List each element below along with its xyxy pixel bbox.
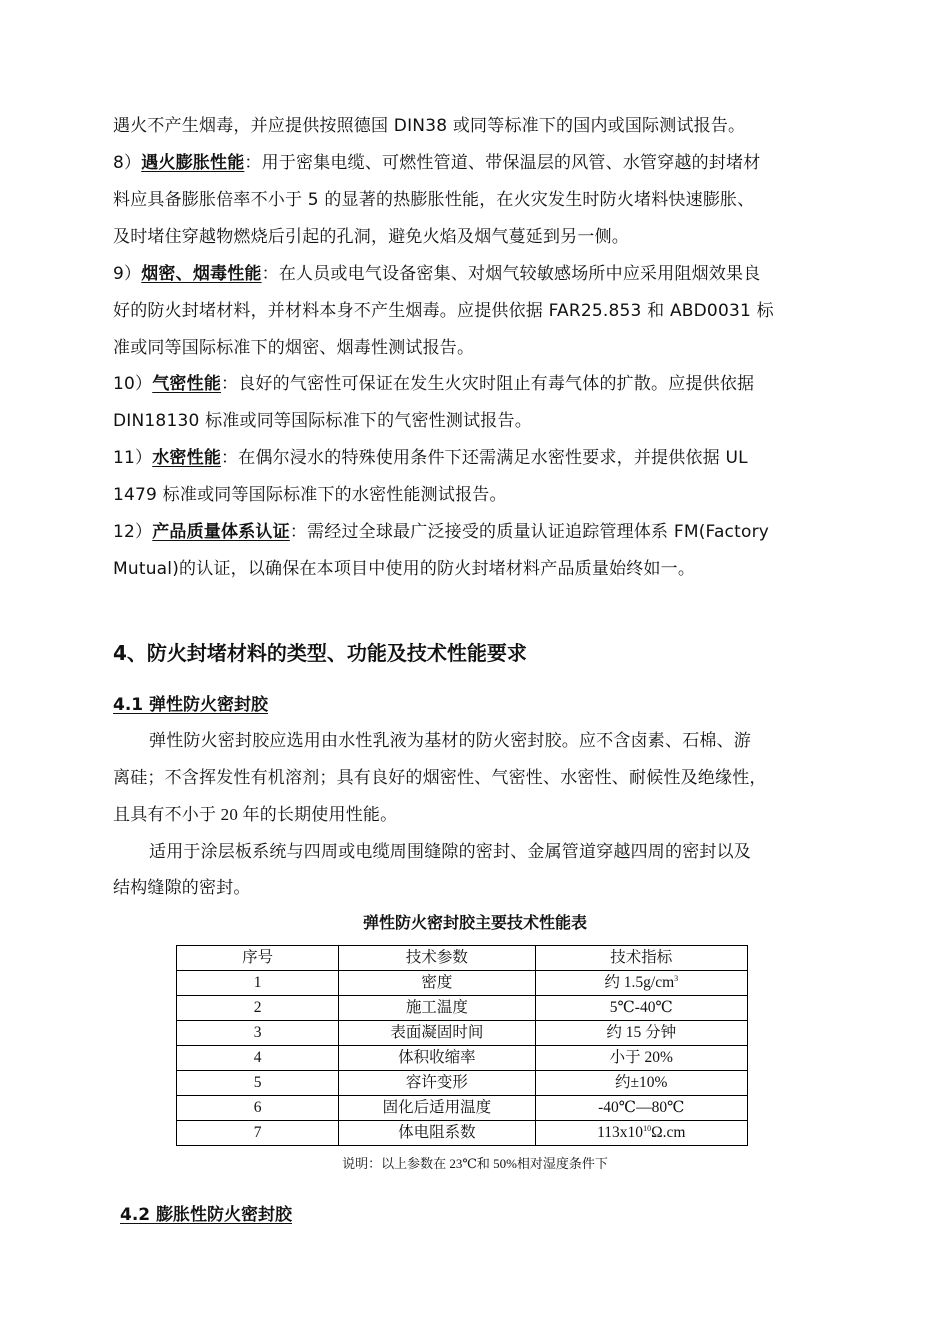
cell-value: 约 1.5g/cm [604,974,675,991]
item-number: 9） [113,264,142,284]
table-cell: 3 [177,1021,339,1046]
paragraph-line: 结构缝隙的密封。 [113,878,251,897]
item-12-line [113,519,843,545]
table-cell: 体积收缩率 [339,1046,535,1071]
table-cell: 密度 [339,971,535,996]
item-9-line [113,261,843,287]
item-10-line [113,371,843,397]
table-cell: 固化后适用温度 [339,1096,535,1121]
text-line: DIN18130 标准或同等国际标准下的气密性测试报告。 [113,411,532,431]
item-term: 遇火膨胀性能 [141,153,245,173]
table-row [177,1046,748,1071]
table-header-row [177,946,748,971]
text-line: 料应具备膨胀倍率不小于 5 的显著的热膨胀性能，在火灾发生时防火堵料快速膨胀、 [113,190,755,210]
item-text: ：需经过全球最广泛接受的质量认证追踪管理体系 FM(Factory [289,522,770,542]
subsection-heading-4-1: 4.1 弹性防火密封胶 [113,695,269,715]
text-line: 遇火不产生烟毒，并应提供按照德国 DIN38 或同等标准下的国内或国际测试报告。 [113,116,746,136]
table-row [177,1121,748,1146]
table-cell: 5℃-40℃ [535,996,747,1021]
cell-unit: Ω.cm [651,1124,686,1141]
paragraph-line: 且具有不小于 20 年的长期使用性能。 [113,805,398,824]
paragraph-line: 弹性防火密封胶应选用由水性乳液为基材的防火密封胶。应不含卤素、石棉、游 [149,731,751,750]
item-number: 8） [113,153,142,173]
table-cell: 体电阻系数 [339,1121,535,1146]
paragraph-line: 离硅；不含挥发性有机溶剂；具有良好的烟密性、气密性、水密性、耐候性及绝缘性， [113,768,767,787]
table-row [177,1096,748,1121]
item-8-line [113,150,843,176]
item-text: ：良好的气密性可保证在发生火灾时阻止有毒气体的扩散。应提供依据 [221,374,755,394]
text-line: 准或同等国际标准下的烟密、烟毒性测试报告。 [113,338,475,358]
item-number: 11） [113,448,153,468]
table-cell: 2 [177,996,339,1021]
item-term: 产品质量体系认证 [152,522,290,542]
item-text: ：在偶尔浸水的特殊使用条件下还需满足水密性要求，并提供依据 UL [221,448,748,468]
table-cell: 1 [177,971,339,996]
text-line: 1479 标准或同等国际标准下的水密性能测试报告。 [113,485,507,505]
table-cell: 4 [177,1046,339,1071]
item-number: 12） [113,522,153,542]
spec-table [176,945,748,1146]
item-text: ：用于密集电缆、可燃性管道、带保温层的风管、水管穿越的封堵材 [244,153,761,173]
table-cell: 约 15 分钟 [535,1021,747,1046]
subsection-heading-4-2: 4.2 膨胀性防火密封胶 [120,1205,293,1225]
text-line: 好的防火封堵材料，并材料本身不产生烟毒。应提供依据 FAR25.853 和 ABD0031 标 [113,301,774,321]
table-cell: 5 [177,1071,339,1096]
table-cell: 小于 20% [535,1046,747,1071]
table-caption: 弹性防火密封胶主要技术性能表 [362,913,587,932]
table-cell: 容许变形 [339,1071,535,1096]
table-cell: -40℃—80℃ [535,1096,747,1121]
header-cell: 序号 [177,946,339,971]
paragraph-line: 适用于涂层板系统与四周或电缆周围缝隙的密封、金属管道穿越四周的密封以及 [149,842,751,861]
table-cell: 约±10% [535,1071,747,1096]
table-cell: 7 [177,1121,339,1146]
header-cell: 技术参数 [339,946,535,971]
table-row [177,996,748,1021]
section-heading: 4、防火封堵材料的类型、功能及技术性能要求 [113,641,527,665]
table-cell: 施工温度 [339,996,535,1021]
table-cell: 6 [177,1096,339,1121]
table-cell [535,971,747,996]
item-11-line [113,445,843,471]
header-cell: 技术指标 [535,946,747,971]
superscript: 10 [643,1123,652,1133]
table-row [177,1071,748,1096]
item-term: 烟密、烟毒性能 [141,264,262,284]
table-cell: 表面凝固时间 [339,1021,535,1046]
item-number: 10） [113,374,153,394]
superscript: 3 [674,973,679,983]
text-line: Mutual)的认证，以确保在本项目中使用的防火封堵材料产品质量始终如一。 [113,559,696,579]
item-term: 水密性能 [152,448,222,468]
table-cell [535,1121,747,1146]
text-line: 及时堵住穿越物燃烧后引起的孔洞，避免火焰及烟气蔓延到另一侧。 [113,227,629,247]
cell-value: 113x10 [597,1124,644,1141]
table-note: 说明：以上参数在 23℃和 50%相对湿度条件下 [342,1156,608,1171]
item-term: 气密性能 [152,374,222,394]
item-text: ：在人员或电气设备密集、对烟气较敏感场所中应采用阻烟效果良 [261,264,761,284]
table-row [177,1021,748,1046]
table-row [177,971,748,996]
